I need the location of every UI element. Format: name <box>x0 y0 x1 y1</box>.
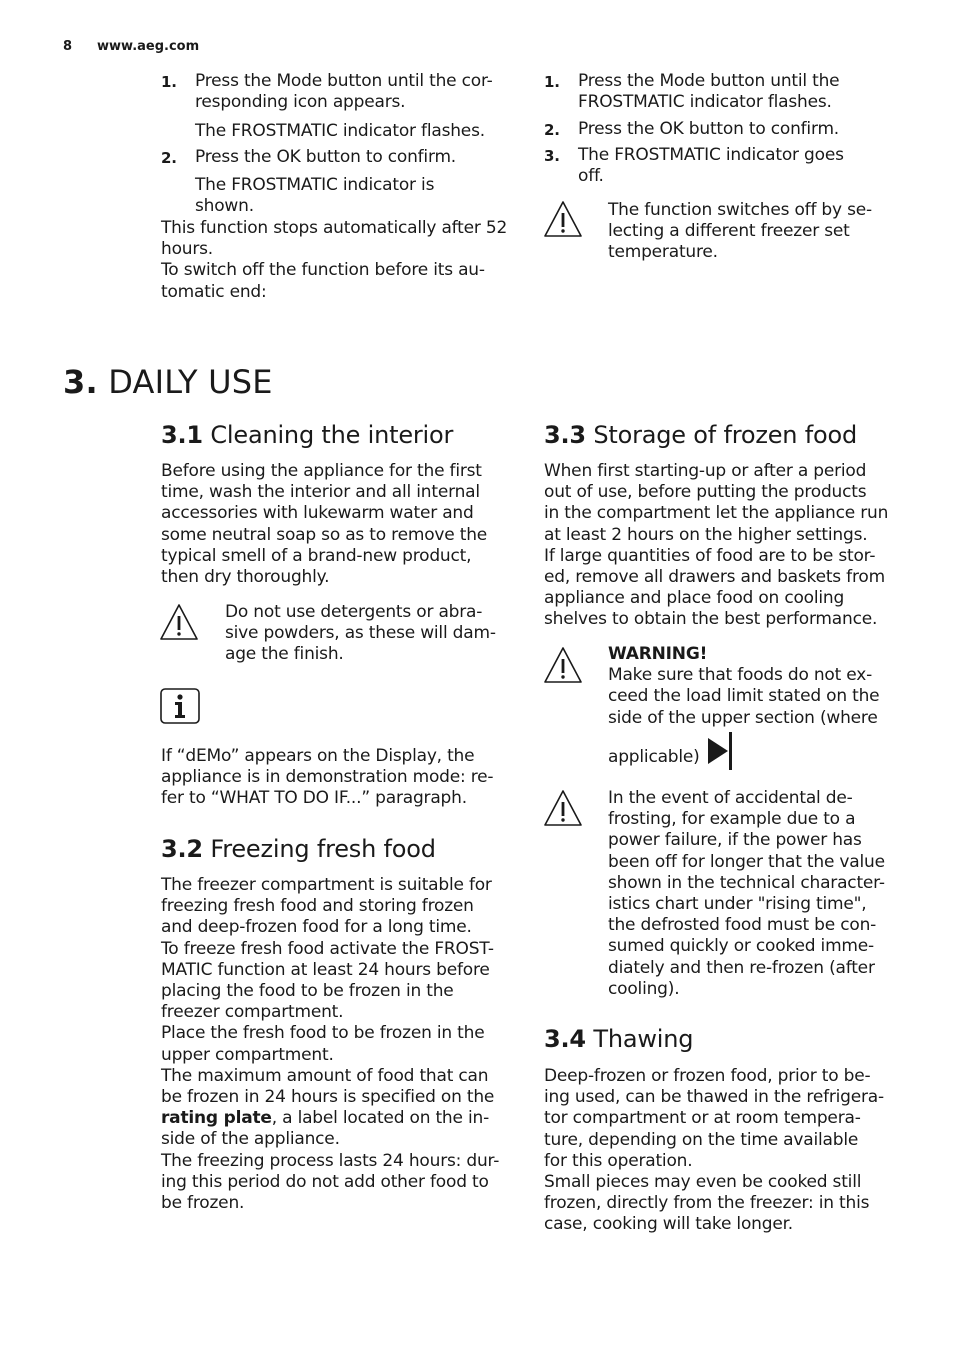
warning-line: ceed the load limit stated on the <box>608 686 880 707</box>
body-line: ing used, can be thawed in the refrigera- <box>544 1087 884 1108</box>
body-line: When first starting-up or after a period <box>544 461 867 481</box>
body-line: case, cooking will take longer. <box>544 1214 794 1235</box>
step-text: Press the OK button to confirm. <box>578 119 840 139</box>
warning-text <box>608 200 898 264</box>
load-limit-icon <box>706 732 736 774</box>
body-line: for this operation. <box>544 1150 693 1171</box>
rating-plate-term: rating plate <box>161 1108 272 1129</box>
section-number: 3.3 <box>544 421 586 449</box>
section-title: Freezing fresh food <box>210 835 436 863</box>
info-line: If “dEMo” appears on the Display, the <box>161 746 475 766</box>
step-note: shown. <box>195 196 254 217</box>
body-line: then dry thoroughly. <box>161 567 330 588</box>
step-text: The FROSTMATIC indicator goes <box>578 145 844 165</box>
info-text <box>161 746 517 810</box>
warning-line: age the finish. <box>225 644 344 665</box>
body-line: some neutral soap so as to remove the <box>161 524 488 545</box>
chapter-title: DAILY USE <box>108 363 273 401</box>
section-number: 3.1 <box>161 421 203 449</box>
step-number: 2. <box>161 149 177 167</box>
body-line: The freezer compartment is suitable for <box>161 875 492 895</box>
warning-line: The function switches off by se- <box>608 200 872 220</box>
info-line: fer to “WHAT TO DO IF...” paragraph. <box>161 788 467 809</box>
body-line: ing this period do not add other food to <box>161 1171 489 1192</box>
step-number: 1. <box>544 73 560 91</box>
warning-triangle-icon <box>543 199 583 239</box>
body-line: upper compartment. <box>161 1044 334 1065</box>
warning-title: WARNING! <box>608 644 708 664</box>
body-line: and deep-frozen food for a long time. <box>161 917 472 938</box>
body-line: be frozen. <box>161 1193 245 1214</box>
chapter-number: 3. <box>63 363 98 401</box>
step-text: Press the Mode button until the cor- <box>195 71 493 91</box>
body-line: The freezing process lasts 24 hours: dur- <box>161 1150 500 1171</box>
chapter-heading <box>63 362 273 402</box>
body-line: at least 2 hours on the higher settings. <box>544 524 868 545</box>
step-text: Press the OK button to confirm. <box>195 147 457 167</box>
body-line: To freeze fresh food activate the FROST- <box>161 938 494 959</box>
body-line: tor compartment or at room tempera- <box>544 1108 861 1129</box>
warning-line: lecting a different freezer set <box>608 221 850 242</box>
body-line: The maximum amount of food that can <box>161 1065 489 1086</box>
warning-text <box>608 644 900 729</box>
body-line: If large quantities of food are to be stor- <box>544 545 876 566</box>
warning-line: Make sure that foods do not ex- <box>608 665 873 686</box>
body-line: time, wash the interior and all internal <box>161 482 480 503</box>
warning-line: cooling). <box>608 978 680 999</box>
section-number: 3.4 <box>544 1025 586 1053</box>
warning-line: applicable) <box>608 747 700 767</box>
body-line: in the compartment let the appliance run <box>544 503 889 524</box>
step-text: responding icon appears. <box>195 92 406 113</box>
body-line: out of use, before putting the products <box>544 482 867 503</box>
body-line: Place the fresh food to be frozen in the <box>161 1023 485 1044</box>
body-line: Small pieces may even be cooked still <box>544 1172 862 1193</box>
warning-triangle-icon <box>543 645 583 685</box>
body-line: appliance and place food on cooling <box>544 588 845 609</box>
warning-text <box>225 602 515 666</box>
warning-line: istics chart under "rising time", <box>608 894 867 915</box>
warning-line: sive powders, as these will dam- <box>225 623 496 644</box>
section-body <box>544 461 904 631</box>
warning-line: shown in the technical character- <box>608 872 885 893</box>
step-number: 2. <box>544 121 560 139</box>
body-line: ture, depending on the time available <box>544 1129 859 1150</box>
body-line: typical smell of a brand-new product, <box>161 545 472 566</box>
paragraph-line: tomatic end: <box>161 281 267 302</box>
section-body <box>161 461 517 588</box>
step-number: 3. <box>544 147 560 165</box>
step-note: The FROSTMATIC indicator flashes. <box>195 121 485 141</box>
body-line: be frozen in 24 hours is specified on the <box>161 1087 495 1108</box>
body-line: placing the food to be frozen in the <box>161 981 454 1002</box>
warning-line: the defrosted food must be con- <box>608 915 877 936</box>
section-heading <box>544 1024 693 1054</box>
warning-line: temperature. <box>608 242 718 263</box>
step-note: The FROSTMATIC indicator is <box>195 175 435 195</box>
body-line: side of the appliance. <box>161 1129 340 1150</box>
body-line-rest: , a label located on the in- <box>271 1108 490 1129</box>
info-icon <box>160 688 200 724</box>
body-line: Before using the appliance for the first <box>161 461 482 481</box>
step-text: FROSTMATIC indicator flashes. <box>578 92 832 113</box>
warning-text <box>608 788 900 1000</box>
paragraph-line: hours. <box>161 239 213 260</box>
warning-line: sumed quickly or cooked imme- <box>608 936 874 957</box>
body-line: accessories with lukewarm water and <box>161 503 474 524</box>
top-left-steps <box>161 71 517 311</box>
warning-triangle-icon <box>159 602 199 642</box>
body-line <box>161 1108 521 1129</box>
paragraph-line: This function stops automatically after 52 <box>161 218 508 238</box>
warning-line: diately and then re-frozen (after <box>608 957 875 978</box>
warning-line: been off for longer that the value <box>608 851 885 872</box>
paragraph-line: To switch off the function before its au- <box>161 260 485 281</box>
warning-line: Do not use detergents or abra- <box>225 602 483 622</box>
body-line: freezing fresh food and storing frozen <box>161 896 474 917</box>
section-title: Thawing <box>593 1025 694 1053</box>
warning-triangle-icon <box>543 788 583 828</box>
step-number: 1. <box>161 73 177 91</box>
warning-line: power failure, if the power has <box>608 830 862 851</box>
warning-line: side of the upper section (where <box>608 707 878 728</box>
section-heading <box>161 834 436 864</box>
warning-line: In the event of accidental de- <box>608 788 853 808</box>
section-body <box>161 875 521 1214</box>
section-body <box>544 1066 904 1236</box>
body-line: freezer compartment. <box>161 1002 344 1023</box>
header-url: www.aeg.com <box>97 39 200 54</box>
warning-line: frosting, for example due to a <box>608 809 856 830</box>
section-title: Storage of frozen food <box>593 421 857 449</box>
body-line: Deep-frozen or frozen food, prior to be- <box>544 1066 871 1086</box>
section-heading <box>161 420 453 450</box>
step-text: Press the Mode button until the <box>578 71 840 91</box>
section-heading <box>544 420 857 450</box>
page-number: 8 <box>63 39 73 54</box>
body-line: ed, remove all drawers and baskets from <box>544 567 885 588</box>
section-number: 3.2 <box>161 835 203 863</box>
info-line: appliance is in demonstration mode: re- <box>161 767 494 788</box>
section-title: Cleaning the interior <box>210 421 454 449</box>
step-text: off. <box>578 166 604 187</box>
body-line: frozen, directly from the freezer: in this <box>544 1193 870 1214</box>
body-line: MATIC function at least 24 hours before <box>161 959 490 980</box>
body-line: shelves to obtain the best performance. <box>544 609 878 630</box>
